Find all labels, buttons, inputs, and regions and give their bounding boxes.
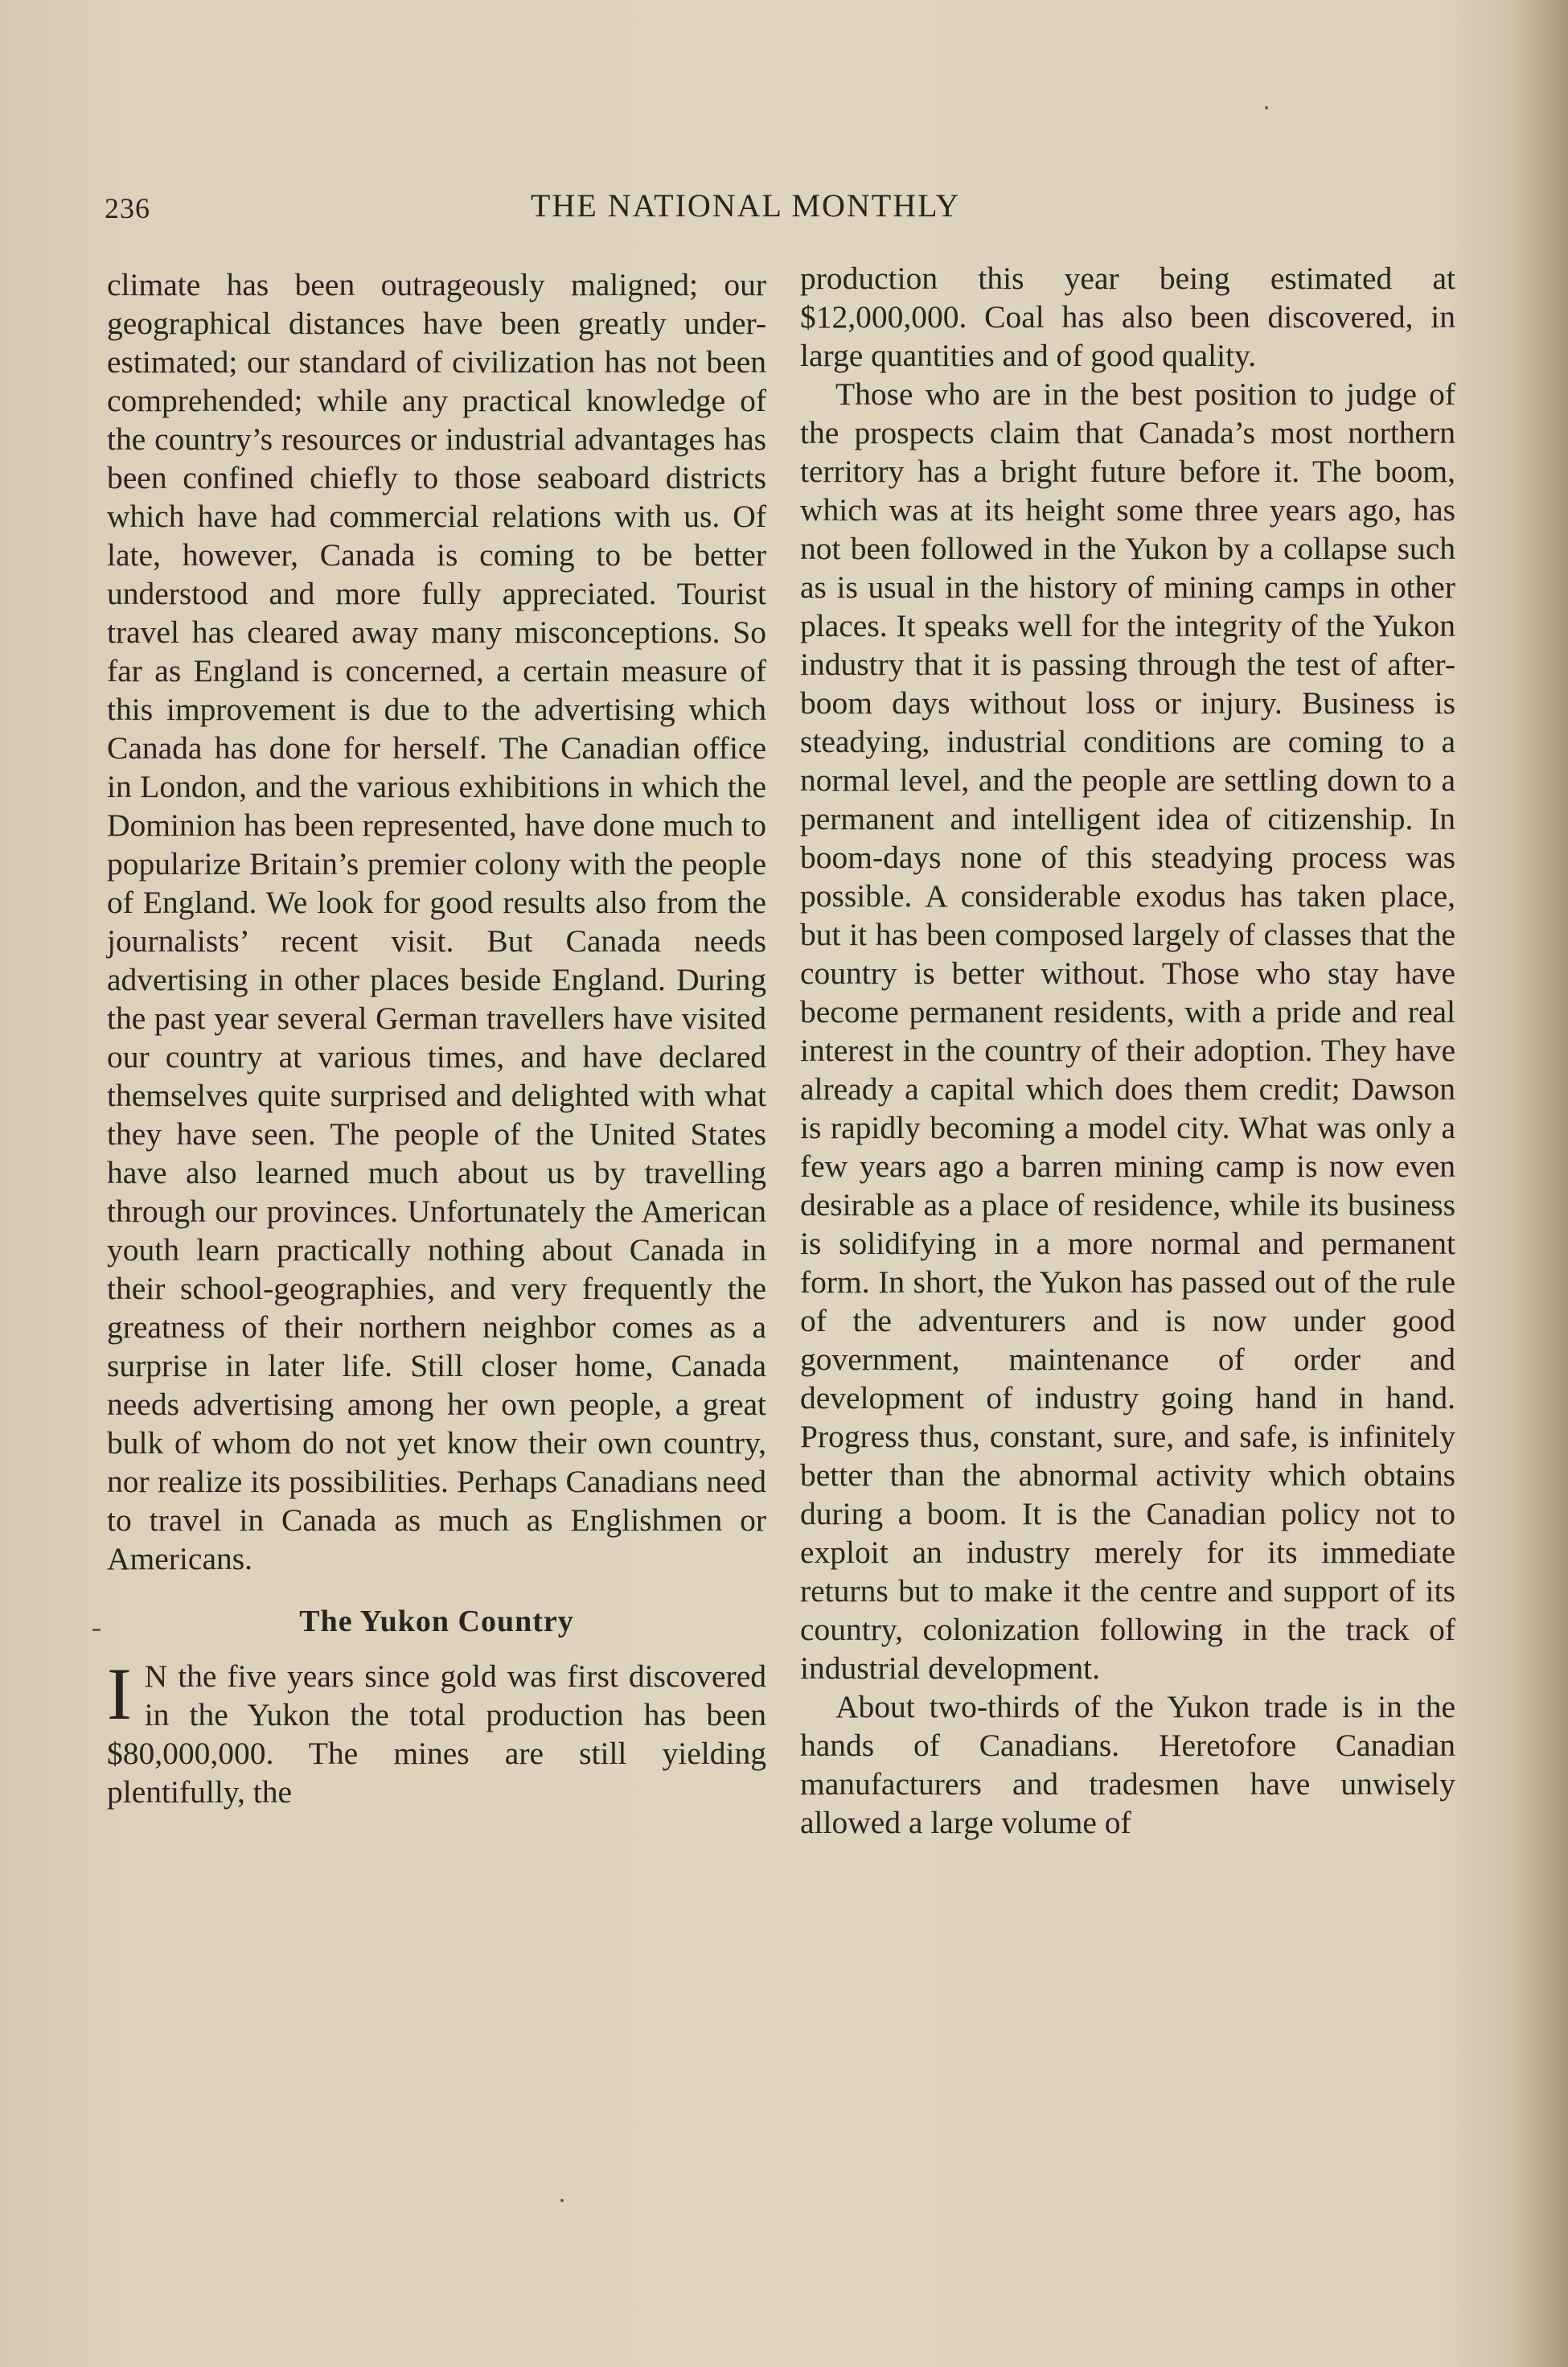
page-header: [105, 187, 1472, 235]
left-paragraph-2: [107, 1653, 766, 1811]
section-heading: The Yukon Country: [299, 1605, 574, 1638]
right-paragraph-3: About two-thirds of the Yukon trade is in the hands of Canadians. Heretofore Canadian manufacturers and tradesmen have unwisely allowed a large volume of: [800, 1689, 1455, 1840]
right-paragraph-2: Those who are in the best position to judge of the prospects claim that Canada’s most northern territory has a bright future before it. The boom, which was at its height some three years ago, has not been followed in the Yukon by a collapse such as is usual in the history of mining camps in other places. It speaks well for the integrity of the Yukon industry that it is passing through the test of after-boom days without loss or injury. Business is steadying, industrial conditions are coming to a normal level, and the people are settling down to a permanent and intelligent idea of citizenship. In boom-days none of this steadying process was possible. A considerable exodus has taken place, but it has been composed largely of classes that the country is better without. Those who stay have become permanent residents, with a pride and real interest in the country of their adoption. They have already a capital which does them credit; Dawson is rapidly becoming a model city. What was only a few years ago a barren mining camp is now even desirable as a place of residence, while its business is solidifying in a more normal and permanent form. In short, the Yukon has passed out of the rule of the adventurers and is now under good government, maintenance of order and development of industry going hand in hand. Progress thus, constant, sure, and safe, is infinitely better than the abnormal activity which obtains during a boom. It is the Canadian policy not to exploit an industry merely for its immediate returns but to make it the centre and support of its country, colonization following in the track of industrial development.: [800, 376, 1455, 1686]
right-column: [800, 259, 1455, 1842]
right-paragraph-1: production this year being estimated at $12,000,000. Coal has also been discovered, in large quantities and of good quality.: [800, 261, 1455, 373]
left-paragraph-2-text: N the five years since gold was first discovered in the Yukon the total production has been $80,000,000. The mines are still yielding plentifully, the: [107, 1658, 766, 1810]
print-speck: [1265, 106, 1268, 109]
print-speck: [560, 2199, 564, 2202]
page-number: 236: [105, 192, 150, 224]
page-binding-shadow: [1512, 0, 1568, 2367]
running-title: THE NATIONAL MONTHLY: [531, 187, 961, 224]
left-column: [107, 265, 766, 1811]
left-paragraph-1: climate has been outrageously maligned; our geographical distances have been greatly under-estimated; our standard of civilization has not been comprehended; while any practical knowledge of the country’s resources or industrial advantages has been confined chiefly to those seaboard districts which have had commercial relations with us. Of late, however, Canada is coming to be better understood and more fully appreciated. Tourist travel has cleared away many misconceptions. So far as England is concerned, a certain measure of this improvement is due to the advertising which Canada has done for herself. The Canadian office in London, and the various exhibitions in which the Dominion has been represented, have done much to popularize Britain’s premier colony with the people of England. We look for good results also from the journalists’ recent visit. But Canada needs advertising in other places beside England. During the past year several German travellers have visited our country at various times, and have declared themselves quite surprised and delighted with what they have seen. The people of the United States have also learned much about us by travelling through our provinces. Unfortunately the American youth learn practically nothing about Canada in their school-geographies, and very frequently the greatness of their northern neighbor comes as a surprise in later life. Still closer home, Canada needs advertising among her own people, a great bulk of whom do not yet know their own country, nor realize its possibilities. Perhaps Canadians need to travel in Canada as much as Englishmen or Americans.: [107, 267, 766, 1576]
print-speck: [92, 1629, 101, 1631]
drop-cap: I: [107, 1653, 132, 1735]
